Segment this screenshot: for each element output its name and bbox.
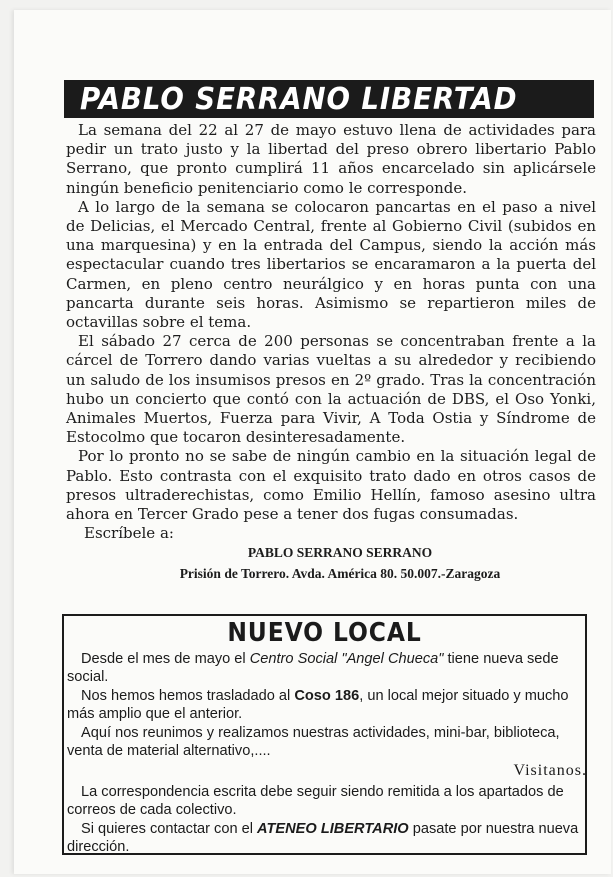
article-title: PABLO SERRANO LIBERTAD xyxy=(80,81,518,117)
new-premises-notice xyxy=(62,614,587,855)
article-title-bar xyxy=(64,80,594,118)
article-paragraph: A lo largo de la semana se colocaron pancartas en el paso a nivel de Delicias, el Mercado Central, frente al Gobierno Civil (subidos en una marquesina) y en la entrada del Campus, siendo la acción más espectacular cuando tres libertarios se encaramaron a la puerta del Carmen, en pleno centro neurálgico y en horas punta con una pancarta durante seis horas. Asimismo se repartieron miles de octavillas sobre el tema. xyxy=(66,197,596,332)
notice-paragraph xyxy=(67,687,587,723)
notice-text: , un local mejor situado y mucho más amplio que el anterior. xyxy=(67,688,569,722)
article-paragraph: La semana del 22 al 27 de mayo estuvo llena de actividades para pedir un trato justo y la libertad del preso obrero libertario Pablo Serrano, que pronto cumplirá 11 años encarcelado sin aplicársele ningún beneficio penitenciario como le corresponde. xyxy=(66,121,596,197)
address-place: Prisión de Torrero. Avda. América 80. 50.007.-Zaragoza xyxy=(179,566,501,581)
article-paragraph: El sábado 27 cerca de 200 personas se concentraban frente a la cárcel de Torrero dando varias vueltas a su alrededor y recibiendo un saludo de los insumisos presos en 2º grado. Tras la concentración hubo un concierto que contó con la actuación de DBS, el Oso Yonki, Animales Muertos, Fuerza para Vivir, A Toda Ostia y Síndrome de Estocolmo que tocaron desinteresadamente. xyxy=(66,332,596,447)
new-address: Coso 186 xyxy=(294,688,360,704)
notice-text: Nos hemos hemos trasladado al xyxy=(81,688,295,704)
notice-title: NUEVO LOCAL xyxy=(227,618,422,648)
prisoner-address xyxy=(66,543,613,584)
article-body xyxy=(66,121,596,543)
notice-text: Desde el mes de mayo el xyxy=(81,651,250,667)
notice-paragraph: Aquí nos reunimos y realizamos nuestras actividades, mini-bar, biblioteca, venta de material alternativo,.... xyxy=(67,725,560,759)
notice-body xyxy=(67,650,587,856)
centre-name: Centro Social "Angel Chueca" xyxy=(249,651,444,667)
visit-us-text: Visitanos. xyxy=(513,762,587,779)
notice-text: tiene nueva sede social. xyxy=(67,651,559,685)
ateneo-name: ATENEO LIBERTARIO xyxy=(257,821,409,837)
address-name: PABLO SERRANO SERRANO xyxy=(247,545,433,560)
notice-paragraph xyxy=(67,820,587,856)
notice-paragraph xyxy=(67,650,587,686)
notice-text: Si quieres contactar con el xyxy=(81,821,258,837)
article-paragraph: Por lo pronto no se sabe de ningún cambio en la situación legal de Pablo. Esto contrasta con el exquisito trato dado en otros casos de presos ultraderechistas, como Emilio Hellín, famoso asesino ultra ahora en Tercer Grado pese a tener dos fugas consumadas. xyxy=(66,447,596,524)
notice-text: pasate por nuestra nueva dirección. xyxy=(67,821,579,855)
notice-paragraph: La correspondencia escrita debe seguir siendo remitida a los apartados de correos de cada colectivo. xyxy=(67,784,564,818)
write-to-label: Escríbele a: xyxy=(84,524,174,543)
